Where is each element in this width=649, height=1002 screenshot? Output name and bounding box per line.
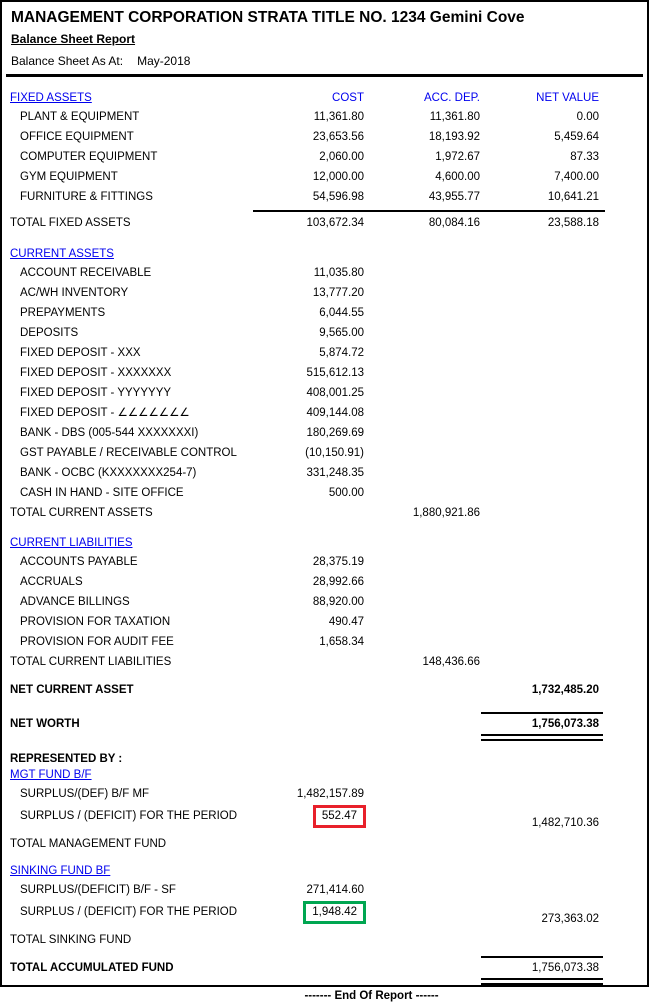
row-label: GST PAYABLE / RECEIVABLE CONTROL [20,447,237,459]
cost-value: (10,150.91) [305,447,364,459]
table-row [2,612,647,632]
net-worth-amount: 1,756,073.38 [531,718,599,730]
column-header-acc-dep: ACC. DEP. [423,92,480,104]
as-at-label: Balance Sheet As At: [11,54,124,68]
sinking-fund-header-row [2,863,647,880]
acc-dep-value: 43,955.77 [428,191,480,203]
row-label: SURPLUS / (DEFICIT) FOR THE PERIOD [20,810,238,822]
cost-value: 1,658.34 [319,636,364,648]
total-current-assets-row [2,503,647,523]
net-current-asset-amount: 1,732,485.20 [531,684,599,696]
amount-value-highlighted: 552.47 [313,805,366,828]
row-label: DEPOSITS [20,327,79,339]
net-worth-row [2,714,647,734]
fixed-assets-header-row [2,90,647,107]
table-row [2,187,647,207]
cost-value: 28,992.66 [312,576,364,588]
total-accumulated-fund-row [2,958,647,978]
row-label: PROVISION FOR AUDIT FEE [20,636,174,648]
mgt-fund-header-row [2,767,647,784]
acc-dep-value: 11,361.80 [429,111,480,123]
row-label: FIXED DEPOSIT - XXX [20,347,141,359]
mgt-fund-period-row [2,804,647,830]
table-row [2,443,647,463]
section-link-current-liabilities[interactable]: CURRENT LIABILITIES [10,537,133,549]
total-sinking-fund-row [2,930,647,950]
row-label: PREPAYMENTS [20,307,106,319]
cost-value: 11,035.80 [313,267,364,279]
table-row [2,403,647,423]
as-at-value: May-2018 [137,54,191,68]
total-label: TOTAL CURRENT LIABILITIES [10,656,172,668]
cost-value: 490.47 [328,616,364,628]
represented-by-row [2,751,647,767]
acc-dep-value: 18,193.92 [428,131,480,143]
column-header-cost: COST [332,92,364,104]
acc-dep-value: 4,600.00 [435,171,480,183]
row-label: ACCOUNTS PAYABLE [20,556,138,568]
table-row [2,107,647,127]
total-accumulated-fund-amount: 1,756,073.38 [531,962,599,974]
row-label: FIXED DEPOSIT - ∠∠∠∠∠∠∠ [20,407,190,419]
highlight-green-box [303,901,366,924]
row-label: ADVANCE BILLINGS [20,596,130,608]
highlight-red-box [313,805,366,828]
cost-value: 9,565.00 [319,327,364,339]
table-row [2,483,647,503]
cost-value: 408,001.25 [306,387,364,399]
section-link-sinking-fund-bf[interactable]: SINKING FUND BF [10,865,111,877]
amount-value-highlighted: 1,948.42 [303,901,366,924]
total-amount: 148,436.66 [422,656,480,668]
cost-value: 5,874.72 [319,347,364,359]
table-row [2,463,647,483]
table-row [2,147,647,167]
fund-subtotal: 1,482,710.36 [531,817,599,829]
row-label: ACCRUALS [20,576,83,588]
table-row [2,303,647,323]
cost-value: 409,144.08 [306,407,364,419]
row-label: BANK - OCBC (KXXXXXXX254-7) [20,467,197,479]
table-row [2,880,647,900]
as-at-line [11,54,647,68]
row-label: FIXED DEPOSIT - XXXXXXX [20,367,172,379]
represented-by-label: REPRESENTED BY : [10,753,123,765]
total-current-liabilities-row [2,652,647,672]
net-total: 23,588.18 [547,217,599,229]
net-current-asset-row [2,680,647,700]
row-label: OFFICE EQUIPMENT [20,131,134,143]
section-link-fixed-assets[interactable]: FIXED ASSETS [10,92,92,104]
row-label: GYM EQUIPMENT [20,171,118,183]
column-header-net-value: NET VALUE [536,92,599,104]
acc-dep-total: 80,084.16 [428,217,480,229]
row-label: PROVISION FOR TAXATION [20,616,171,628]
net-value: 7,400.00 [554,171,599,183]
section-link-current-assets[interactable]: CURRENT ASSETS [10,248,114,260]
total-accumulated-fund-label: TOTAL ACCUMULATED FUND [10,962,174,974]
row-label: SURPLUS/(DEFICIT) B/F - SF [20,884,176,896]
net-worth-label: NET WORTH [10,718,80,730]
cost-value: 13,777.20 [312,287,364,299]
row-label: COMPUTER EQUIPMENT [20,151,158,163]
fund-subtotal: 273,363.02 [541,913,599,925]
row-label: BANK - DBS (005-544 XXXXXXXI) [20,427,199,439]
row-label: ACCOUNT RECEIVABLE [20,267,152,279]
end-of-report-text: ------- End Of Report ------ [304,990,439,1002]
cost-value: 54,596.98 [312,191,364,203]
row-label: CASH IN HAND - SITE OFFICE [20,487,184,499]
table-row [2,383,647,403]
table-row [2,784,647,804]
cost-value: 23,653.56 [312,131,364,143]
row-label: FURNITURE & FITTINGS [20,191,153,203]
total-management-fund-row [2,834,647,854]
net-value: 0.00 [576,111,599,123]
cost-value: 28,375.19 [312,556,364,568]
row-label: SURPLUS / (DEFICIT) FOR THE PERIOD [20,906,238,918]
cost-value: 11,361.80 [313,111,364,123]
sinking-fund-period-row [2,900,647,926]
table-row [2,632,647,652]
cost-total: 103,672.34 [306,217,364,229]
row-label: AC/WH INVENTORY [20,287,129,299]
subtotal-rule [253,210,605,212]
total-label: TOTAL CURRENT ASSETS [10,507,153,519]
page-title: MANAGEMENT CORPORATION STRATA TITLE NO. 1234 Gemini Cove [11,9,525,26]
net-current-asset-label: NET CURRENT ASSET [10,684,134,696]
amount-value: 271,414.60 [306,884,364,896]
table-row [2,127,647,147]
net-value: 10,641.21 [547,191,599,203]
row-label: SURPLUS/(DEF) B/F MF [20,788,150,800]
acc-dep-value: 1,972.67 [435,151,480,163]
row-label: PLANT & EQUIPMENT [20,111,140,123]
row-label: FIXED DEPOSIT - YYYYYYY [20,387,172,399]
total-fixed-assets-row [2,213,647,233]
net-worth-rule-bottom [481,734,603,741]
cost-value: 88,920.00 [312,596,364,608]
current-assets-header-row [2,246,647,263]
total-label: TOTAL SINKING FUND [10,934,132,946]
cost-value: 2,060.00 [319,151,364,163]
current-liabilities-header-row [2,535,647,552]
table-row [2,283,647,303]
table-row [2,552,647,572]
table-row [2,167,647,187]
net-value: 87.33 [570,151,599,163]
table-row [2,592,647,612]
cost-value: 331,248.35 [306,467,364,479]
cost-value: 6,044.55 [319,307,364,319]
table-row [2,263,647,283]
total-label: TOTAL FIXED ASSETS [10,217,131,229]
cost-value: 500.00 [328,487,364,499]
net-value: 5,459.64 [554,131,599,143]
total-label: TOTAL MANAGEMENT FUND [10,838,167,850]
table-row [2,423,647,443]
table-row [2,363,647,383]
amount-value: 1,482,157.89 [296,788,364,800]
report-name: Balance Sheet Report [11,32,136,46]
cost-value: 180,269.69 [306,427,364,439]
header-divider [6,74,643,77]
total-amount: 1,880,921.86 [412,507,480,519]
table-row [2,572,647,592]
cost-value: 12,000.00 [312,171,364,183]
accumulated-fund-rule-bottom [481,978,603,985]
table-row [2,343,647,363]
table-row [2,323,647,343]
cost-value: 515,612.13 [306,367,364,379]
section-link-mgt-fund-bf[interactable]: MGT FUND B/F [10,769,92,781]
